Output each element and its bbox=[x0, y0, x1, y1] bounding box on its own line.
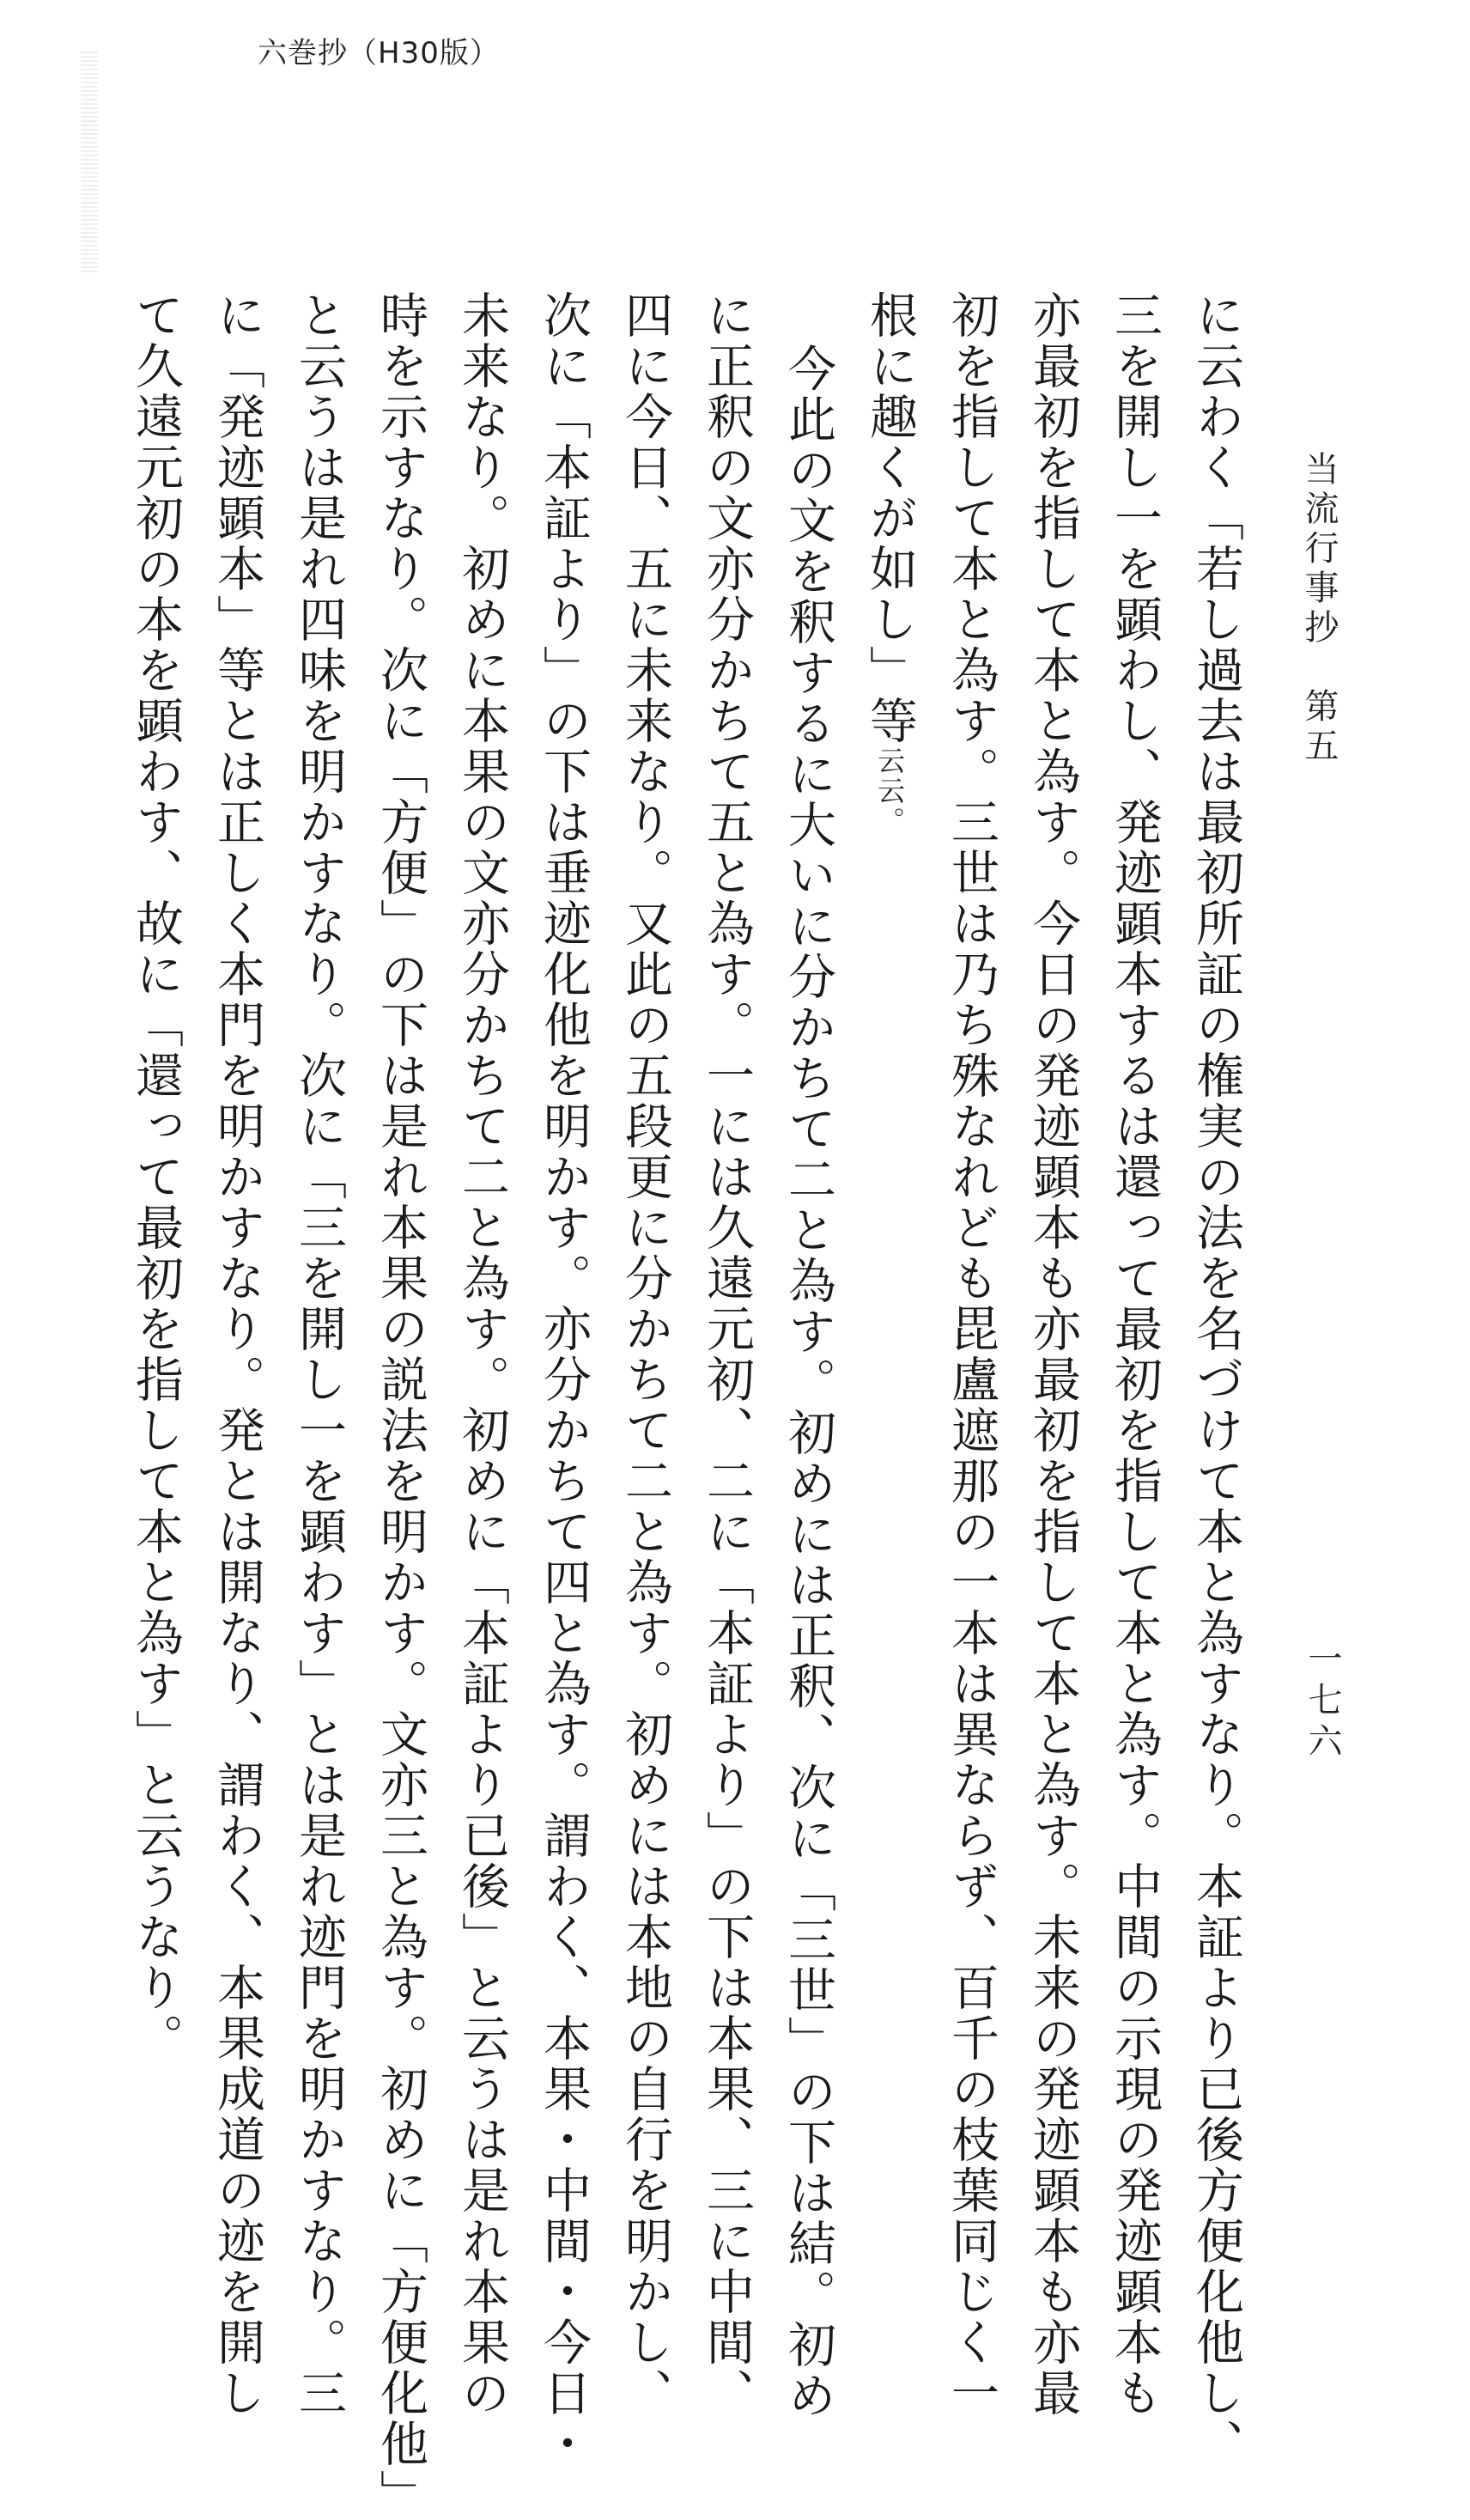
text-column: 未来なり。初めに本果の文亦分かちて二と為す。初めに「本証より已後」と云うは是れ本果の bbox=[454, 290, 510, 2419]
text-column: に正釈の文亦分かちて五と為す。一には久遠元初、二に「本証より」の下は本果、三に中間、 bbox=[699, 290, 755, 2419]
text-column: 今此の文を釈するに大いに分かちて二と為す。初めには正釈、次に「三世」の下は結。初め bbox=[781, 344, 836, 2421]
text-column: 亦最初を指して本と為す。今日の発迹顕本も亦最初を指して本と為す。未来の発迹顕本も亦最 bbox=[1025, 290, 1081, 2419]
text-column: に云わく「若し過去は最初所証の権実の法を名づけて本と為すなり。本証より已後方便化他し、 bbox=[1188, 290, 1244, 2469]
text-column: に「発迹顕本」等とは正しく本門を明かすなり。発とは開なり、謂わく、本果成道の迹を開し bbox=[210, 290, 265, 2419]
page-number: 一七六 bbox=[1303, 1640, 1342, 1764]
column-note: 云云。 bbox=[873, 746, 906, 837]
scan-smudge bbox=[81, 52, 98, 275]
body-text bbox=[128, 290, 1254, 2520]
running-head: 当流行事抄 第五 bbox=[1299, 451, 1339, 767]
column-text: 根に趣くが如し」等 bbox=[862, 290, 918, 746]
text-column: 次に「本証より」の下は垂迹化他を明かす。亦分かちて四と為す。謂わく、本果・中間・今日・ bbox=[536, 290, 592, 2469]
text-column: 初を指して本と為す。三世は乃ち殊なれども毘盧遮那の一本は異ならず、百千の枝葉同じく一 bbox=[944, 290, 999, 2419]
text-column: て久遠元初の本を顕わす、故に「還って最初を指して本と為す」と云うなり。 bbox=[128, 290, 184, 2064]
text-column: 三を開し一を顕わし、発迹顕本するは還って最初を指して本と為す。中間の示現の発迹顕本も bbox=[1107, 290, 1163, 2419]
book-title: 六巻抄（H30版） bbox=[258, 36, 500, 70]
text-column bbox=[852, 290, 927, 1922]
text-column: と云うは是れ四味を明かすなり。次に「三を開し一を顕わす」とは是れ迹門を明かすなり。三 bbox=[291, 290, 347, 2419]
text-column: 時を示すなり。次に「方便」の下は是れ本果の説法を明かす。文亦三と為す。初めに「方便化他」 bbox=[373, 290, 428, 2520]
text-column: 四に今日、五に未来なり。又此の五段更に分かちて二と為す。初めには本地の自行を明かし、 bbox=[617, 290, 673, 2419]
